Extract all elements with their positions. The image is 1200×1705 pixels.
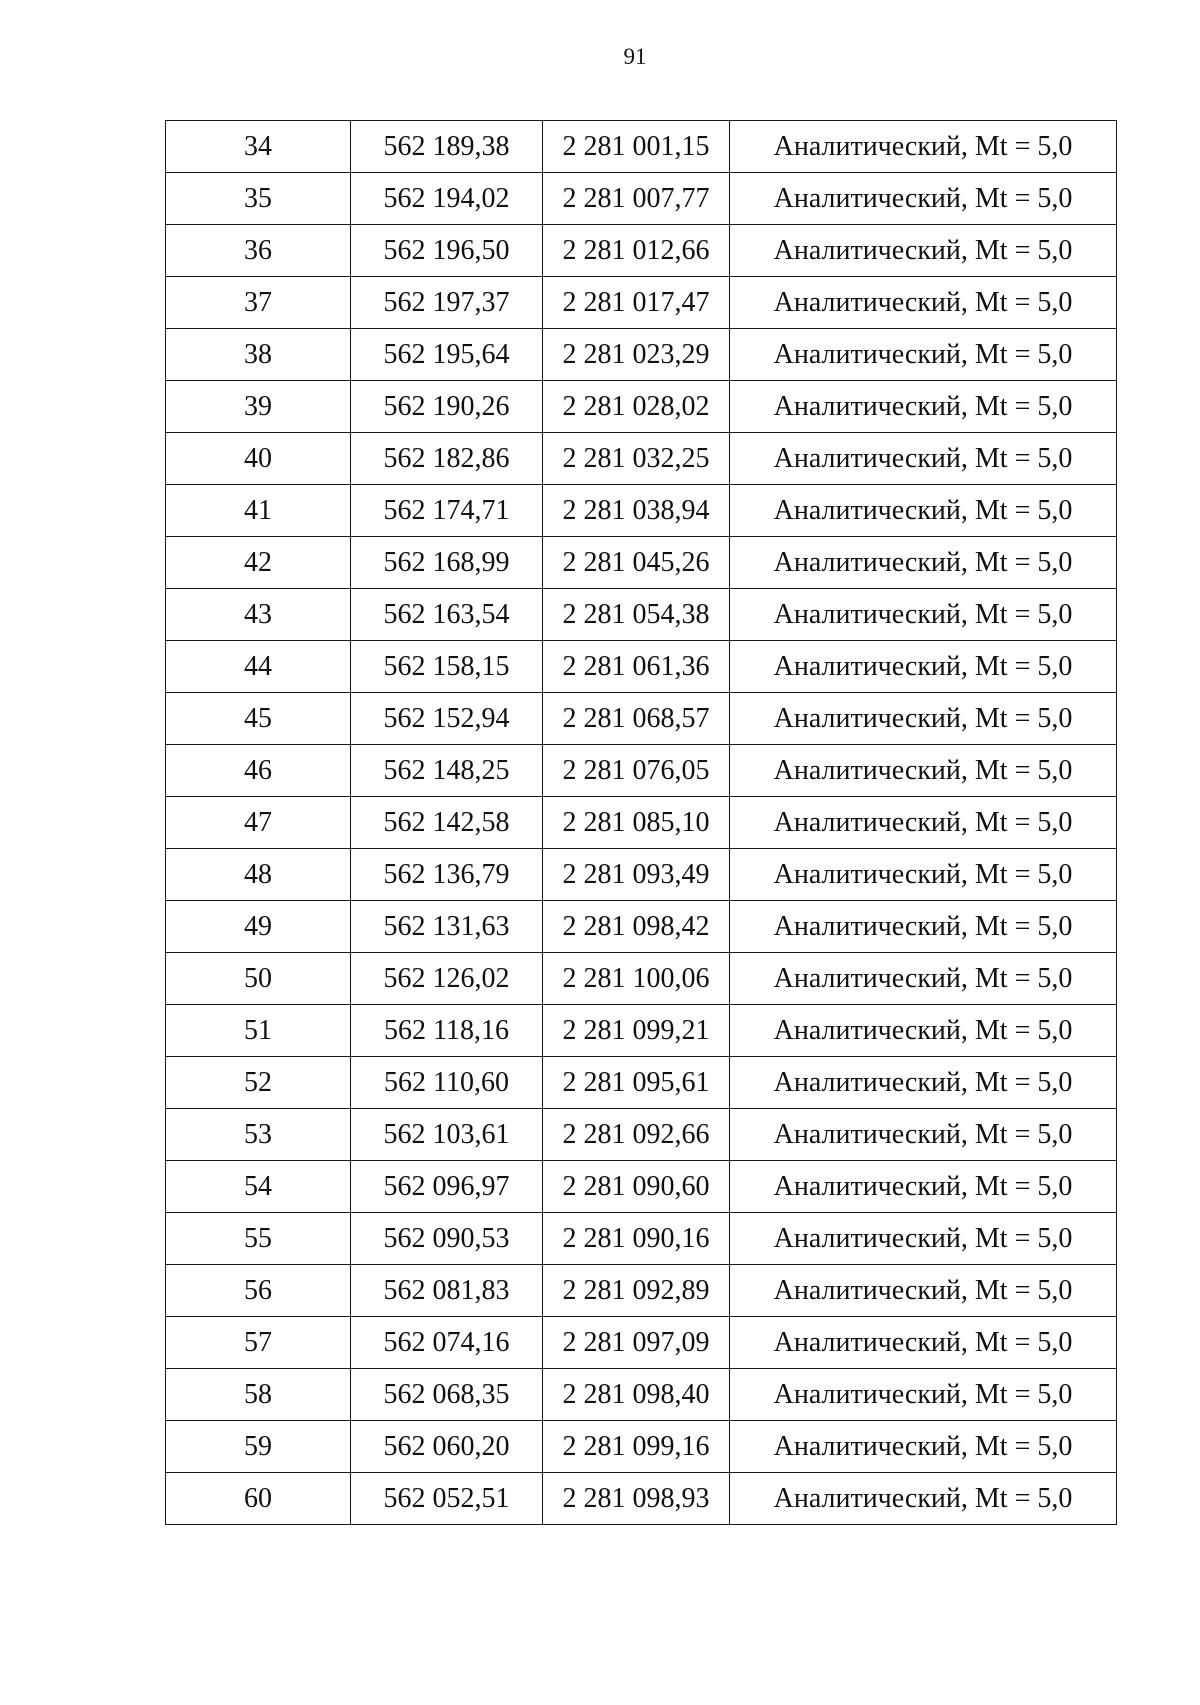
coordinates-table-body [166, 121, 1117, 1525]
point-number-cell: 39 [166, 381, 351, 433]
method-cell: Аналитический, Mt = 5,0 [730, 1109, 1117, 1161]
x-coordinate-cell: 562 196,50 [351, 225, 543, 277]
table-row [166, 225, 1117, 277]
point-number-cell: 42 [166, 537, 351, 589]
y-coordinate-cell: 2 281 097,09 [543, 1317, 730, 1369]
x-coordinate-cell: 562 052,51 [351, 1473, 543, 1525]
point-number-cell: 49 [166, 901, 351, 953]
point-number-cell: 35 [166, 173, 351, 225]
point-number-cell: 50 [166, 953, 351, 1005]
table-row [166, 745, 1117, 797]
point-number-cell: 59 [166, 1421, 351, 1473]
table-row [166, 589, 1117, 641]
table-row [166, 121, 1117, 173]
y-coordinate-cell: 2 281 095,61 [543, 1057, 730, 1109]
table-row [166, 277, 1117, 329]
point-number-cell: 56 [166, 1265, 351, 1317]
method-cell: Аналитический, Mt = 5,0 [730, 589, 1117, 641]
table-row [166, 537, 1117, 589]
x-coordinate-cell: 562 103,61 [351, 1109, 543, 1161]
y-coordinate-cell: 2 281 098,93 [543, 1473, 730, 1525]
x-coordinate-cell: 562 110,60 [351, 1057, 543, 1109]
y-coordinate-cell: 2 281 098,40 [543, 1369, 730, 1421]
x-coordinate-cell: 562 189,38 [351, 121, 543, 173]
y-coordinate-cell: 2 281 099,16 [543, 1421, 730, 1473]
method-cell: Аналитический, Mt = 5,0 [730, 329, 1117, 381]
x-coordinate-cell: 562 195,64 [351, 329, 543, 381]
x-coordinate-cell: 562 148,25 [351, 745, 543, 797]
coordinates-table [165, 120, 1117, 1525]
table-row [166, 1473, 1117, 1525]
table-row [166, 849, 1117, 901]
point-number-cell: 45 [166, 693, 351, 745]
table-row [166, 381, 1117, 433]
table-row [166, 693, 1117, 745]
x-coordinate-cell: 562 081,83 [351, 1265, 543, 1317]
point-number-cell: 54 [166, 1161, 351, 1213]
method-cell: Аналитический, Mt = 5,0 [730, 1213, 1117, 1265]
method-cell: Аналитический, Mt = 5,0 [730, 953, 1117, 1005]
method-cell: Аналитический, Mt = 5,0 [730, 485, 1117, 537]
method-cell: Аналитический, Mt = 5,0 [730, 1317, 1117, 1369]
point-number-cell: 43 [166, 589, 351, 641]
x-coordinate-cell: 562 174,71 [351, 485, 543, 537]
table-row [166, 1213, 1117, 1265]
point-number-cell: 44 [166, 641, 351, 693]
method-cell: Аналитический, Mt = 5,0 [730, 1421, 1117, 1473]
table-row [166, 1109, 1117, 1161]
x-coordinate-cell: 562 060,20 [351, 1421, 543, 1473]
method-cell: Аналитический, Mt = 5,0 [730, 537, 1117, 589]
x-coordinate-cell: 562 158,15 [351, 641, 543, 693]
table-row [166, 1265, 1117, 1317]
y-coordinate-cell: 2 281 023,29 [543, 329, 730, 381]
y-coordinate-cell: 2 281 093,49 [543, 849, 730, 901]
method-cell: Аналитический, Mt = 5,0 [730, 1473, 1117, 1525]
y-coordinate-cell: 2 281 001,15 [543, 121, 730, 173]
y-coordinate-cell: 2 281 045,26 [543, 537, 730, 589]
table-row [166, 901, 1117, 953]
point-number-cell: 36 [166, 225, 351, 277]
point-number-cell: 41 [166, 485, 351, 537]
point-number-cell: 48 [166, 849, 351, 901]
x-coordinate-cell: 562 131,63 [351, 901, 543, 953]
x-coordinate-cell: 562 136,79 [351, 849, 543, 901]
table-row [166, 433, 1117, 485]
method-cell: Аналитический, Mt = 5,0 [730, 797, 1117, 849]
point-number-cell: 60 [166, 1473, 351, 1525]
y-coordinate-cell: 2 281 085,10 [543, 797, 730, 849]
method-cell: Аналитический, Mt = 5,0 [730, 381, 1117, 433]
y-coordinate-cell: 2 281 099,21 [543, 1005, 730, 1057]
y-coordinate-cell: 2 281 098,42 [543, 901, 730, 953]
y-coordinate-cell: 2 281 007,77 [543, 173, 730, 225]
x-coordinate-cell: 562 182,86 [351, 433, 543, 485]
y-coordinate-cell: 2 281 012,66 [543, 225, 730, 277]
method-cell: Аналитический, Mt = 5,0 [730, 1161, 1117, 1213]
table-row [166, 1369, 1117, 1421]
point-number-cell: 51 [166, 1005, 351, 1057]
point-number-cell: 52 [166, 1057, 351, 1109]
y-coordinate-cell: 2 281 100,06 [543, 953, 730, 1005]
table-row [166, 1421, 1117, 1473]
method-cell: Аналитический, Mt = 5,0 [730, 641, 1117, 693]
x-coordinate-cell: 562 163,54 [351, 589, 543, 641]
method-cell: Аналитический, Mt = 5,0 [730, 121, 1117, 173]
method-cell: Аналитический, Mt = 5,0 [730, 1265, 1117, 1317]
point-number-cell: 58 [166, 1369, 351, 1421]
y-coordinate-cell: 2 281 038,94 [543, 485, 730, 537]
point-number-cell: 57 [166, 1317, 351, 1369]
table-row [166, 173, 1117, 225]
method-cell: Аналитический, Mt = 5,0 [730, 1369, 1117, 1421]
y-coordinate-cell: 2 281 017,47 [543, 277, 730, 329]
page-number: 91 [623, 44, 647, 69]
x-coordinate-cell: 562 096,97 [351, 1161, 543, 1213]
point-number-cell: 34 [166, 121, 351, 173]
point-number-cell: 38 [166, 329, 351, 381]
y-coordinate-cell: 2 281 092,66 [543, 1109, 730, 1161]
method-cell: Аналитический, Mt = 5,0 [730, 849, 1117, 901]
table-row [166, 1005, 1117, 1057]
point-number-cell: 46 [166, 745, 351, 797]
method-cell: Аналитический, Mt = 5,0 [730, 745, 1117, 797]
method-cell: Аналитический, Mt = 5,0 [730, 1057, 1117, 1109]
point-number-cell: 40 [166, 433, 351, 485]
x-coordinate-cell: 562 126,02 [351, 953, 543, 1005]
x-coordinate-cell: 562 194,02 [351, 173, 543, 225]
table-row [166, 797, 1117, 849]
point-number-cell: 55 [166, 1213, 351, 1265]
point-number-cell: 47 [166, 797, 351, 849]
table-row [166, 1161, 1117, 1213]
x-coordinate-cell: 562 190,26 [351, 381, 543, 433]
method-cell: Аналитический, Mt = 5,0 [730, 901, 1117, 953]
x-coordinate-cell: 562 168,99 [351, 537, 543, 589]
x-coordinate-cell: 562 074,16 [351, 1317, 543, 1369]
table-row [166, 1057, 1117, 1109]
table-row [166, 1317, 1117, 1369]
method-cell: Аналитический, Mt = 5,0 [730, 693, 1117, 745]
method-cell: Аналитический, Mt = 5,0 [730, 433, 1117, 485]
table-row [166, 641, 1117, 693]
y-coordinate-cell: 2 281 054,38 [543, 589, 730, 641]
y-coordinate-cell: 2 281 068,57 [543, 693, 730, 745]
method-cell: Аналитический, Mt = 5,0 [730, 173, 1117, 225]
y-coordinate-cell: 2 281 090,16 [543, 1213, 730, 1265]
y-coordinate-cell: 2 281 090,60 [543, 1161, 730, 1213]
method-cell: Аналитический, Mt = 5,0 [730, 277, 1117, 329]
table-row [166, 329, 1117, 381]
y-coordinate-cell: 2 281 061,36 [543, 641, 730, 693]
table-row [166, 953, 1117, 1005]
y-coordinate-cell: 2 281 032,25 [543, 433, 730, 485]
y-coordinate-cell: 2 281 028,02 [543, 381, 730, 433]
y-coordinate-cell: 2 281 092,89 [543, 1265, 730, 1317]
method-cell: Аналитический, Mt = 5,0 [730, 225, 1117, 277]
x-coordinate-cell: 562 090,53 [351, 1213, 543, 1265]
x-coordinate-cell: 562 068,35 [351, 1369, 543, 1421]
method-cell: Аналитический, Mt = 5,0 [730, 1005, 1117, 1057]
point-number-cell: 37 [166, 277, 351, 329]
x-coordinate-cell: 562 142,58 [351, 797, 543, 849]
x-coordinate-cell: 562 197,37 [351, 277, 543, 329]
x-coordinate-cell: 562 152,94 [351, 693, 543, 745]
y-coordinate-cell: 2 281 076,05 [543, 745, 730, 797]
x-coordinate-cell: 562 118,16 [351, 1005, 543, 1057]
point-number-cell: 53 [166, 1109, 351, 1161]
table-row [166, 485, 1117, 537]
